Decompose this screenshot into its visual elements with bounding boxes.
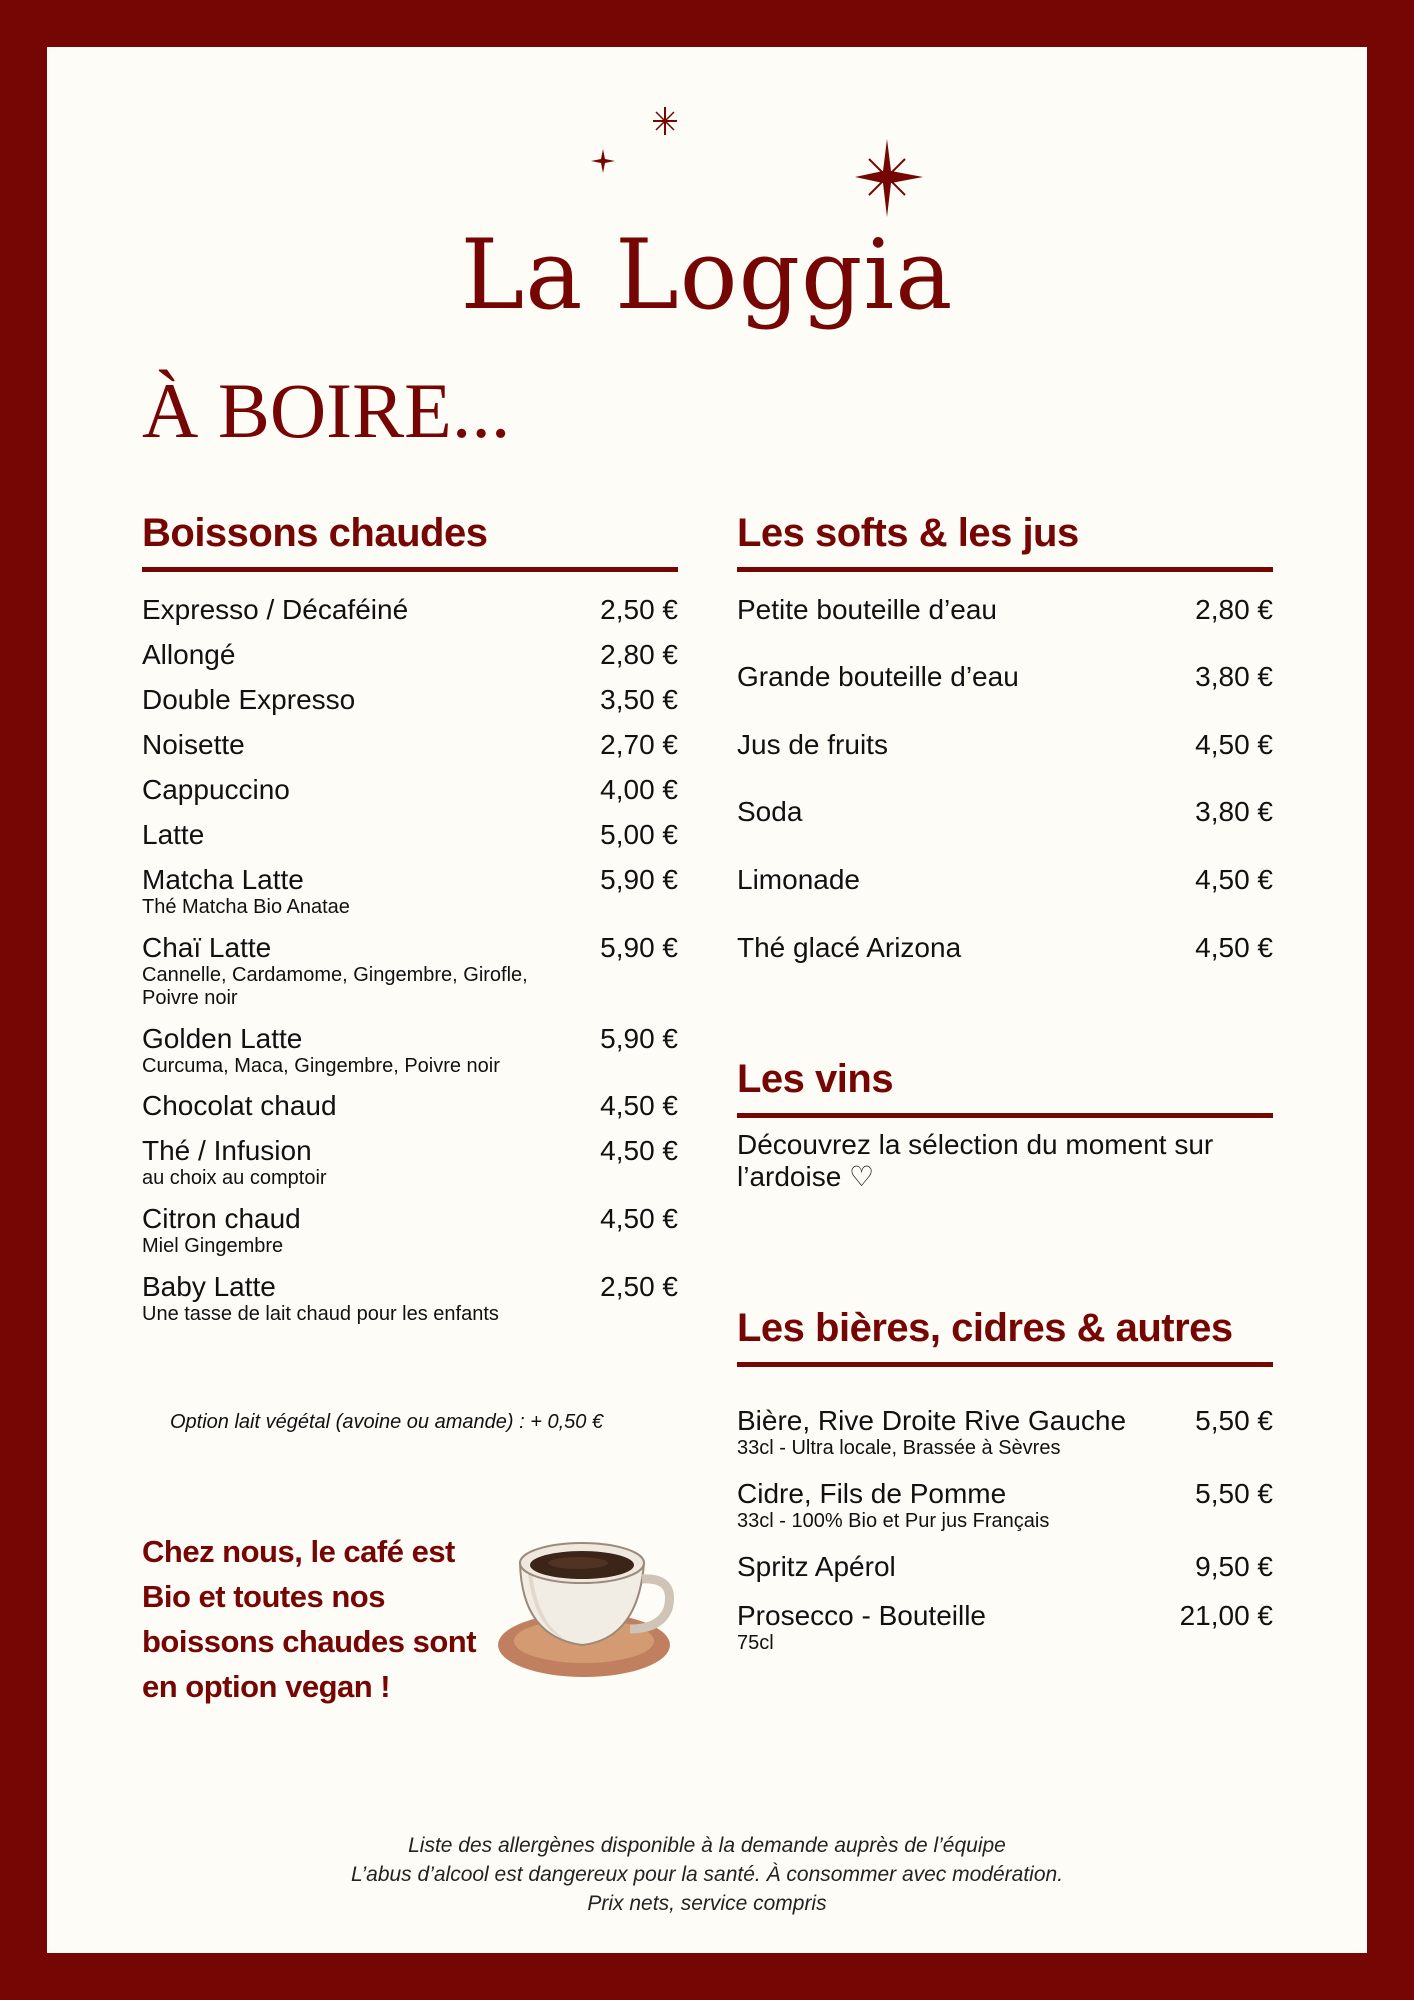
menu-item [142,820,678,850]
menu-item [737,1479,1273,1533]
brand-logo: La Loggia [460,219,954,331]
item-name: Petite bouteille d’eau [737,594,997,625]
item-name: Chocolat chaud [142,1090,337,1121]
page-title: À BOIRE... [142,367,511,454]
item-name: Thé glacé Arizona [737,932,962,963]
item-price: 5,90 € [600,932,678,963]
menu-item [142,933,678,1010]
section-title-hot-drinks: Boissons chaudes [142,513,678,572]
menu-item [737,1406,1273,1460]
item-price: 2,50 € [600,594,678,625]
item-price: 2,80 € [600,639,678,670]
menu-item [142,1024,678,1078]
item-description: 33cl - 100% Bio et Pur jus Français [737,1510,1050,1532]
item-price: 4,50 € [600,1203,678,1234]
menu-item [142,595,678,625]
item-name: Cappuccino [142,774,290,805]
item-name: Chaï Latte [142,932,272,963]
menu-item [142,1091,678,1121]
menu-item [737,933,1273,963]
item-price: 2,70 € [600,729,678,760]
item-description: Cannelle, Cardamome, Gingembre, Girofle, Poivre noir [142,964,528,1009]
item-description: Une tasse de lait chaud pour les enfants [142,1303,499,1325]
item-name: Prosecco - Bouteille [737,1600,987,1631]
menu-item [142,730,678,760]
menu-item [142,1272,678,1326]
menu-item [737,662,1273,692]
item-price: 3,80 € [1195,796,1273,827]
footer [47,1831,1367,1918]
menu-item [737,730,1273,760]
item-name: Cidre, Fils de Pomme [737,1478,1007,1509]
item-price: 5,50 € [1195,1478,1273,1509]
footer-prices: Prix nets, service compris [587,1892,827,1915]
section-title-wines: Les vins [737,1059,1273,1118]
item-price: 4,50 € [600,1135,678,1166]
menu-item [142,1204,678,1258]
menu-item [737,1601,1273,1655]
item-price: 4,00 € [600,774,678,805]
menu-item [737,1552,1273,1582]
item-price: 3,80 € [1195,661,1273,692]
item-price: 5,90 € [600,1023,678,1054]
menu-item [142,1136,678,1190]
item-description: 75cl [737,1632,774,1654]
item-price: 5,90 € [600,864,678,895]
footer-alcohol-warning: L’abus d’alcool est dangereux pour la santé. À consommer avec modération. [350,1863,1064,1886]
item-name: Limonade [737,864,860,895]
item-name: Thé / Infusion [142,1135,312,1166]
item-description: au choix au comptoir [142,1167,327,1189]
sparkle-icon [855,139,923,217]
item-price: 3,50 € [600,684,678,715]
plant-milk-note: Option lait végétal (avoine ou amande) : + 0,50 € [170,1411,604,1433]
menu-item [142,865,678,919]
menu-item [737,595,1273,625]
item-price: 21,00 € [1179,1600,1273,1631]
item-description: 33cl - Ultra locale, Brassée à Sèvres [737,1437,1061,1459]
item-name: Soda [737,796,803,827]
item-price: 2,50 € [600,1271,678,1302]
item-name: Golden Latte [142,1023,303,1054]
section-title-beers: Les bières, cidres & autres [737,1308,1273,1367]
coffee-cup-icon [498,1533,678,1683]
sparkle-icons [47,47,1367,247]
menu-item [142,775,678,805]
item-name: Noisette [142,729,245,760]
item-name: Allongé [142,639,236,670]
footer-allergens: Liste des allergènes disponible à la demande auprès de l’équipe [408,1834,1006,1857]
item-price: 2,80 € [1195,594,1273,625]
menu-item [142,685,678,715]
item-name: Baby Latte [142,1271,276,1302]
item-name: Latte [142,819,205,850]
item-name: Grande bouteille d’eau [737,661,1019,692]
item-price: 4,50 € [600,1090,678,1121]
item-name: Bière, Rive Droite Rive Gauche [737,1405,1127,1436]
item-price: 4,50 € [1195,932,1273,963]
item-description: Miel Gingembre [142,1235,284,1257]
item-name: Citron chaud [142,1203,301,1234]
menu-item [142,640,678,670]
item-price: 4,50 € [1195,729,1273,760]
sparkle-icon [591,149,615,173]
item-name: Spritz Apérol [737,1551,896,1582]
item-price: 5,50 € [1195,1405,1273,1436]
item-name: Matcha Latte [142,864,304,895]
item-price: 5,00 € [600,819,678,850]
menu-item [737,865,1273,895]
promo-text: Chez nous, le café est Bio et toutes nos boissons chaudes sont en option vegan ! [142,1534,477,1704]
item-description: Thé Matcha Bio Anatae [142,896,350,918]
item-name: Double Expresso [142,684,356,715]
item-price: 9,50 € [1195,1551,1273,1582]
wine-text: Découvrez la sélection du moment sur l’ardoise ♡ [737,1129,1214,1192]
sparkle-icon [653,107,677,135]
item-description: Curcuma, Maca, Gingembre, Poivre noir [142,1055,500,1077]
item-name: Expresso / Décaféiné [142,594,409,625]
menu-item [737,797,1273,827]
item-name: Jus de fruits [737,729,888,760]
menu-page [47,47,1367,1953]
section-title-softs: Les softs & les jus [737,513,1273,572]
item-price: 4,50 € [1195,864,1273,895]
